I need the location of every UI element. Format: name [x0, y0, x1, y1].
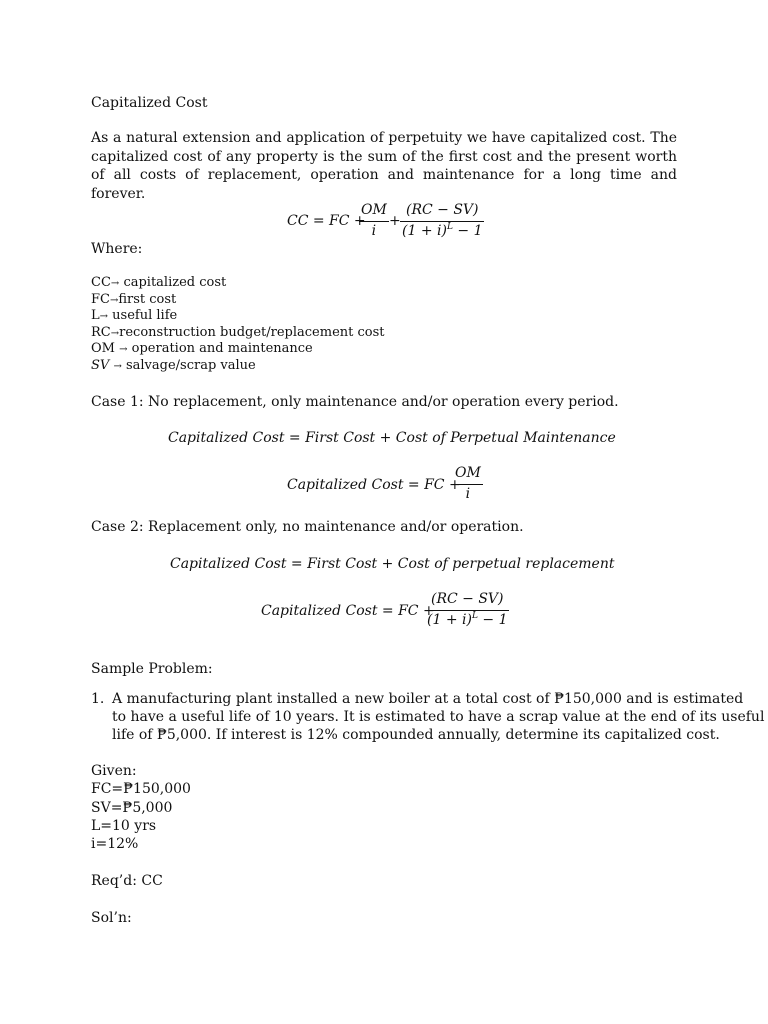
given-item: SV=₱5,000: [91, 800, 173, 816]
definition-item: OM → operation and maintenance: [91, 341, 313, 356]
given-item: i=12%: [91, 836, 139, 852]
case2-formula-lhs: Capitalized Cost = FC +: [261, 603, 435, 619]
page-title: Capitalized Cost: [91, 95, 208, 111]
case1-label: Case 1:: [91, 394, 144, 410]
fraction-denominator: $(1 + i)^L - 1$: [402, 222, 483, 239]
given-label: Given:: [91, 763, 137, 779]
fraction-denominator: i: [465, 486, 471, 502]
problem-line: A manufacturing plant installed a new boiler at a total cost of ₱150,000 and is estimated: [112, 691, 744, 707]
definition-item: RC→reconstruction budget/replacement cost: [91, 325, 385, 340]
case1-description: Case 1: No replacement, only maintenance and/or operation every period.: [91, 394, 619, 410]
sample-problem-heading: Sample Problem:: [91, 661, 213, 677]
definition-item: SV → salvage/scrap value: [91, 358, 256, 373]
case2-word-formula: Capitalized Cost = First Cost + Cost of perpetual replacement: [170, 556, 615, 572]
main-formula-lhs: CC = FC +: [287, 213, 366, 229]
given-item: L=10 yrs: [91, 818, 157, 834]
definition-item: L→ useful life: [91, 308, 178, 323]
case1-word-formula: Capitalized Cost = First Cost + Cost of Perpetual Maintenance: [168, 430, 616, 446]
definition-item: CC→ capitalized cost: [91, 275, 227, 290]
case1-formula-lhs: Capitalized Cost = FC +: [287, 477, 461, 493]
main-formula-fraction-om: [359, 202, 389, 240]
problem-line: to have a useful life of 10 years. It is estimated to have a scrap value at the end of its useful: [112, 709, 765, 725]
fraction-numerator: OM: [455, 465, 481, 481]
case2-description: Case 2: Replacement only, no maintenance and/or operation.: [91, 519, 524, 535]
case2-formula-fraction: [425, 591, 509, 629]
main-formula-fraction-rc: [400, 202, 484, 240]
fraction-numerator: (RC − SV): [405, 202, 479, 218]
given-item: FC=₱150,000: [91, 781, 191, 797]
main-formula-plus: +: [389, 213, 401, 229]
problem-number: 1.: [91, 691, 105, 707]
problem-line: life of ₱5,000. If interest is 12% compounded annually, determine its capitalized cost.: [112, 727, 720, 743]
fraction-numerator: (RC − SV): [430, 591, 504, 607]
case1-formula-fraction: [453, 465, 483, 503]
where-label: Where:: [91, 241, 143, 257]
intro-paragraph: As a natural extension and application of perpetuity we have capitalized cost. The capitalized cost of any property is the sum of the first cost and the present worth of all costs of replacement, operation and maintenance for a long time and forever.: [91, 130, 677, 202]
case2-label: Case 2:: [91, 519, 144, 535]
solution-label: Sol’n:: [91, 910, 132, 926]
fraction-denominator: $(1 + i)^L - 1$: [427, 611, 508, 628]
definition-item: FC→first cost: [91, 292, 177, 307]
fraction-denominator: i: [371, 223, 377, 239]
fraction-numerator: OM: [361, 202, 387, 218]
required-line: Req’d: CC: [91, 873, 163, 889]
